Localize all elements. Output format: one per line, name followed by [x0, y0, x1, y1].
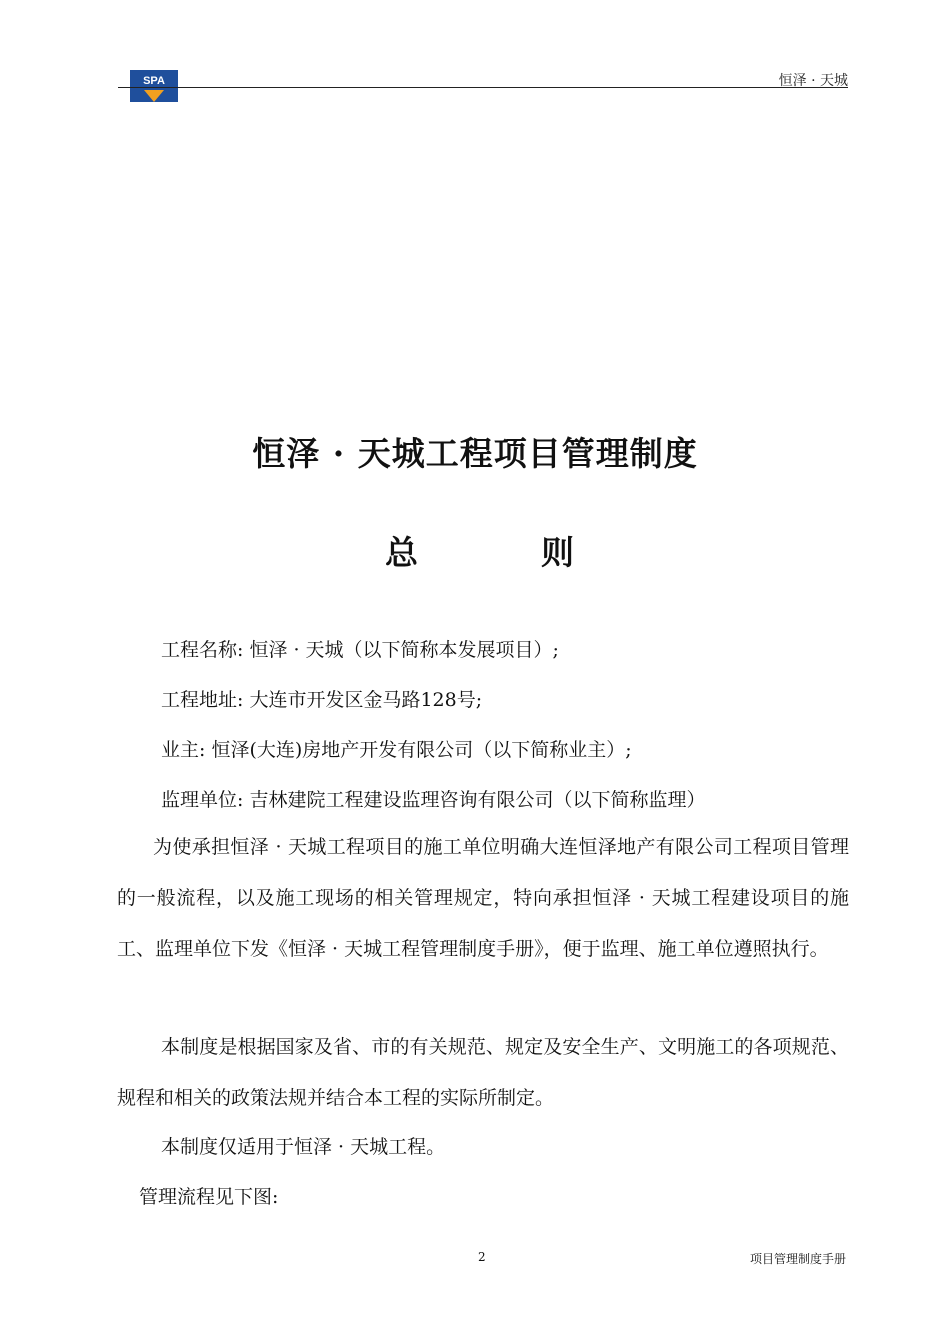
footer-doc-name: 项目管理制度手册 [749, 1252, 846, 1266]
section-heading-char-2: 则 [541, 533, 574, 572]
section-heading-char-1: 总 [385, 533, 418, 572]
page-number: 2 [478, 1250, 486, 1264]
header-divider [118, 87, 848, 88]
owner-line: 业主: 恒泽(大连)房地产开发有限公司（以下简称业主）; [161, 739, 632, 761]
project-address-line: 工程地址: 大连市开发区金马路128号; [161, 689, 483, 711]
supervisor-line: 监理单位: 吉林建院工程建设监理咨询有限公司（以下简称监理） [161, 789, 706, 811]
document-title: 恒泽 · 天城工程项目管理制度 [252, 434, 698, 473]
header-project-name: 恒泽 · 天城 [778, 73, 848, 89]
svg-text:SPA: SPA [143, 75, 165, 87]
basis-paragraph: 本制度是根据国家及省、市的有关规范、规定及安全生产、文明施工的各项规范、规程和相关的政策法规并结合本工程的实际所制定。 [117, 1036, 849, 1109]
purpose-paragraph: 为使承担恒泽 · 天城工程项目的施工单位明确大连恒泽地产有限公司工程项目管理的一般流程，以及施工现场的相关管理规定，特向承担恒泽 · 天城工程建设项目的施工、监理单位下发《恒泽 · 天城工程管理制度手册》，便于监理、施工单位遵照执行。 [117, 836, 849, 960]
section-heading [385, 527, 585, 571]
scope-paragraph: 本制度仅适用于恒泽 · 天城工程。 [161, 1136, 446, 1158]
flow-intro-paragraph: 管理流程见下图: [139, 1186, 279, 1208]
project-name-line: 工程名称: 恒泽 · 天城（以下简称本发展项目）; [161, 639, 559, 661]
